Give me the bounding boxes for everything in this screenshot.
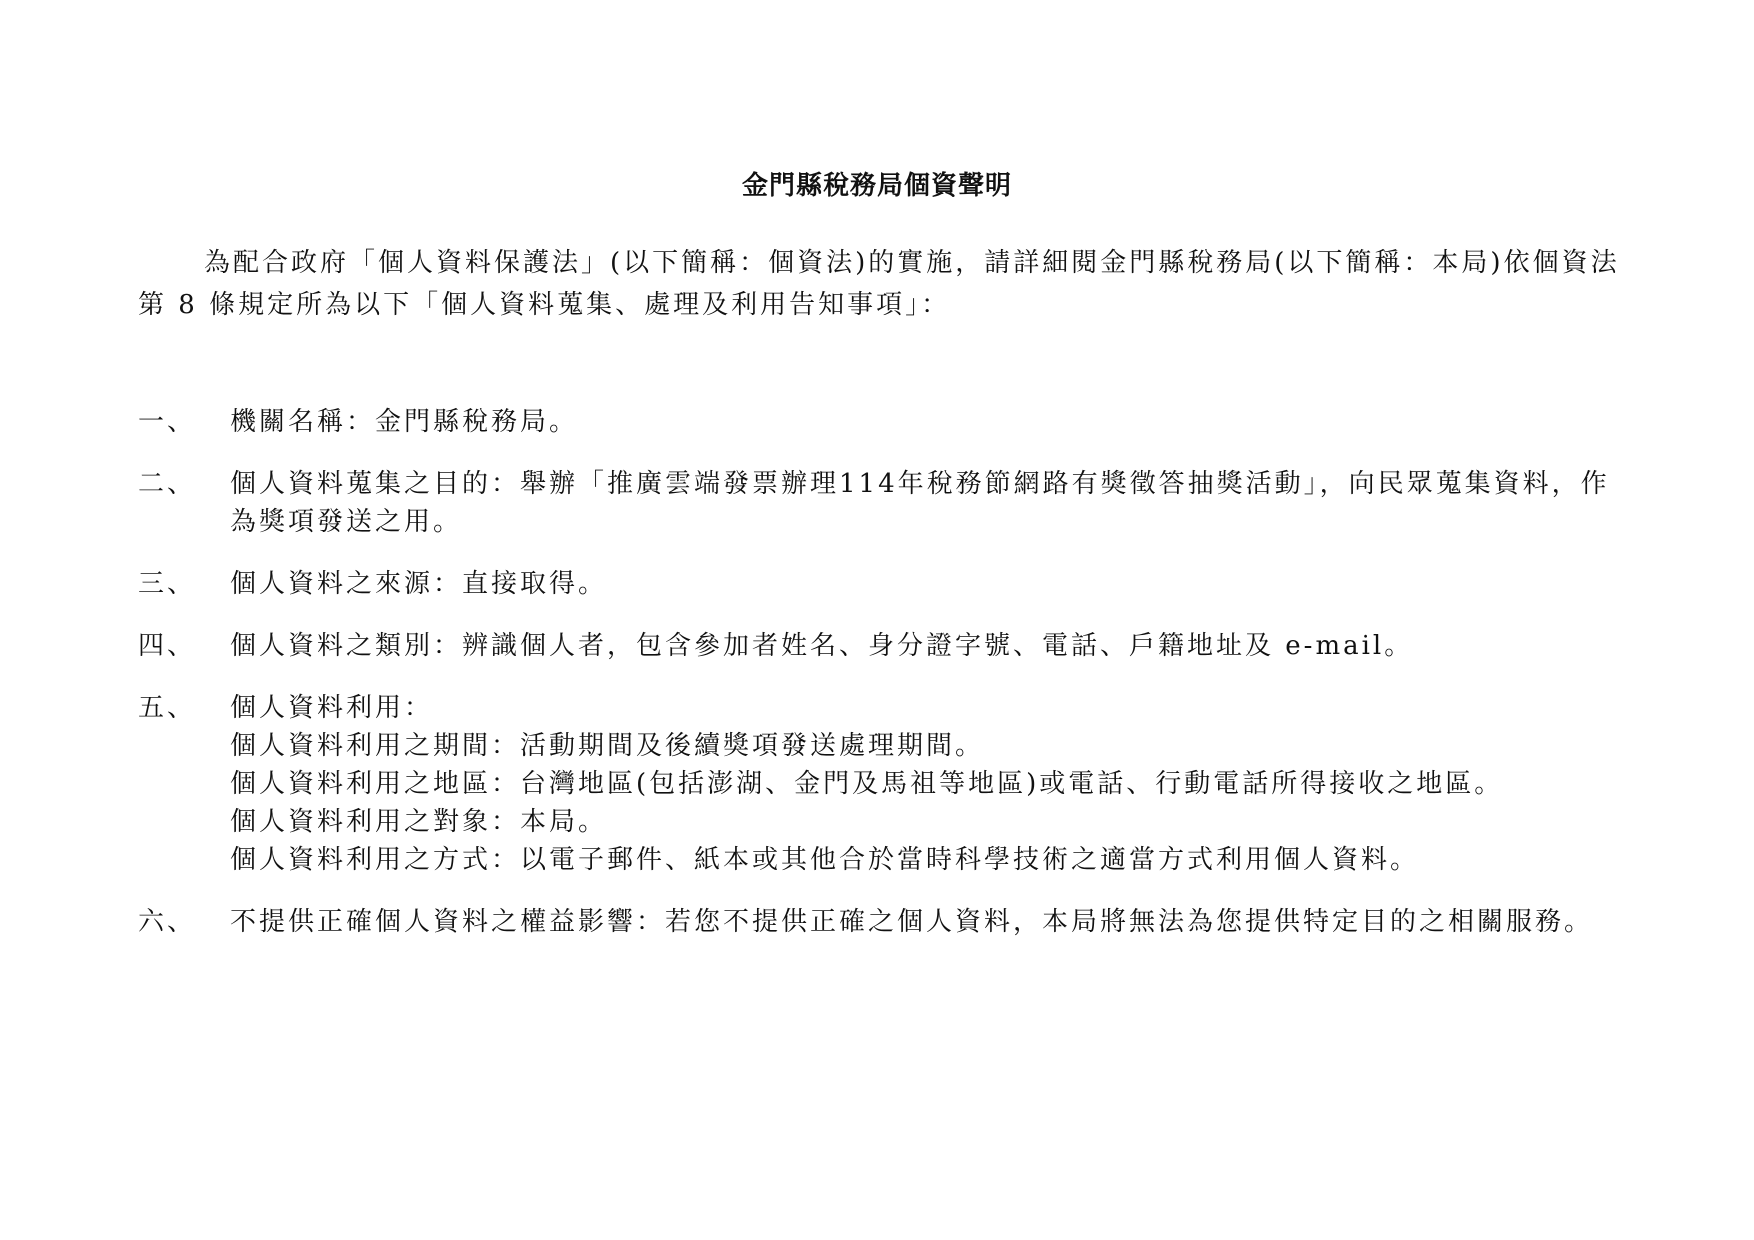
item-text: 個人資料利用： xyxy=(230,693,434,723)
notice-item-6 xyxy=(138,903,1628,941)
notice-list xyxy=(138,403,1628,965)
notice-item-1 xyxy=(138,403,1628,441)
item-text: 機關名稱：金門縣稅務局。 xyxy=(230,407,579,437)
item-number: 五、 xyxy=(138,693,197,723)
item-number: 六、 xyxy=(138,907,197,937)
usage-target-line: 個人資料利用之對象：本局。 xyxy=(230,807,608,837)
item-number: 四、 xyxy=(138,631,197,661)
intro-paragraph: 為配合政府「個人資料保護法」(以下簡稱：個資法)的實施，請詳細閱金門縣稅務局(以下簡稱：本局)依個資法第 8 條規定所為以下「個人資料蒐集、處理及利用告知事項」： xyxy=(138,248,1620,320)
notice-item-4 xyxy=(138,627,1628,665)
item-number: 一、 xyxy=(138,407,197,437)
usage-method-line: 個人資料利用之方式：以電子郵件、紙本或其他合於當時科學技術之適當方式利用個人資料。 xyxy=(230,845,1420,875)
item-body-group xyxy=(230,689,1628,879)
notice-item-2 xyxy=(138,465,1628,541)
item-text: 個人資料之類別：辨識個人者，包含參加者姓名、身分證字號、電話、戶籍地址及 e-mail。 xyxy=(230,631,1414,661)
item-number: 二、 xyxy=(138,469,197,499)
item-text: 個人資料之來源：直接取得。 xyxy=(230,569,608,599)
usage-region-line: 個人資料利用之地區：台灣地區(包括澎湖、金門及馬祖等地區)或電話、行動電話所得接收之地區。 xyxy=(230,769,1504,799)
notice-item-3 xyxy=(138,565,1628,603)
item-number: 三、 xyxy=(138,569,197,599)
document-title: 金門縣稅務局個資聲明 xyxy=(741,171,1012,201)
item-text: 不提供正確個人資料之權益影響：若您不提供正確之個人資料，本局將無法為您提供特定目的之相關服務。 xyxy=(230,907,1594,937)
notice-item-5 xyxy=(138,689,1628,879)
item-text: 個人資料蒐集之目的：舉辦「推廣雲端發票辦理114年稅務節網路有獎徵答抽獎活動」，向民眾蒐集資料，作為獎項發送之用。 xyxy=(230,469,1610,537)
usage-period-line: 個人資料利用之期間：活動期間及後續獎項發送處理期間。 xyxy=(230,731,985,761)
